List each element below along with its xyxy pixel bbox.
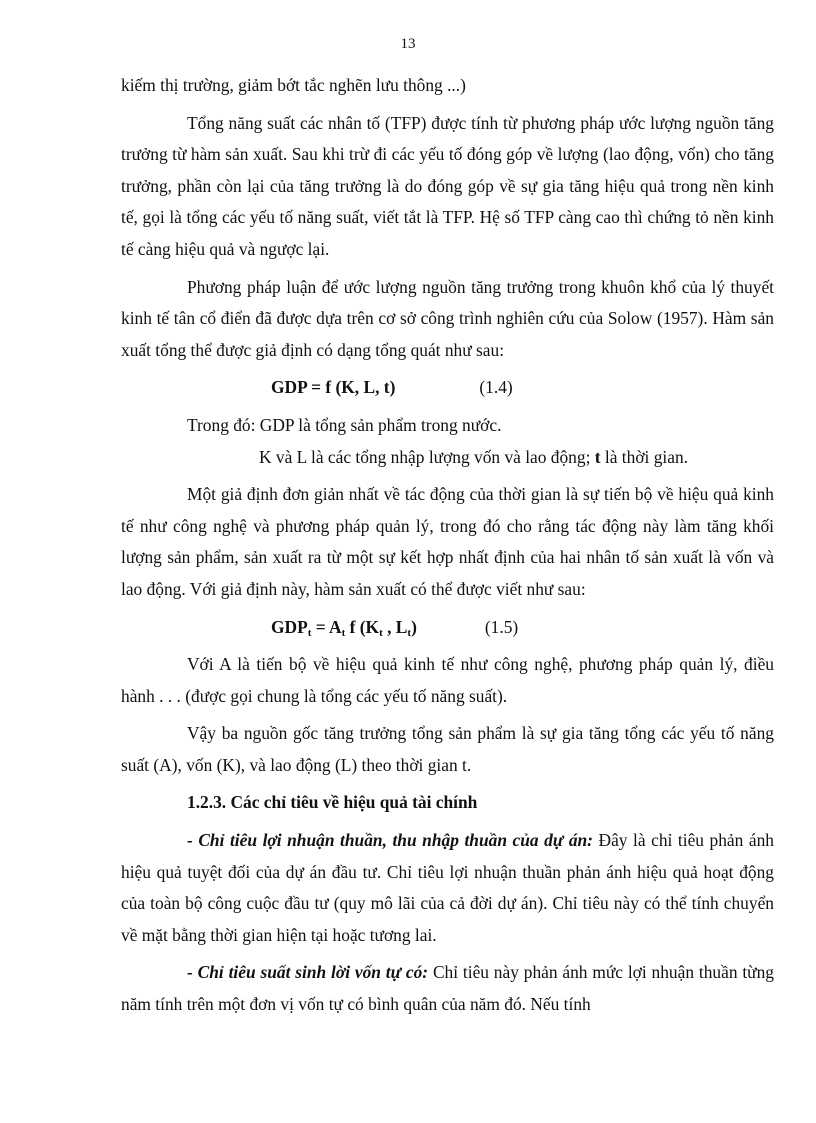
where-line-2-text: K và L là các tổng nhập lượng vốn và lao động; — [259, 446, 595, 467]
where-line-2-t: t — [594, 446, 601, 467]
paragraph-continuation: kiếm thị trường, giảm bớt tắc nghẽn lưu thông ...) — [121, 75, 466, 95]
bullet-label-net-profit: - Chỉ tiêu lợi nhuận thuần, thu nhập thuần của dự án: — [187, 830, 593, 851]
page-content — [121, 70, 774, 1021]
bullet-label-equity-return: - Chỉ tiêu suất sinh lời vốn tự có: — [187, 962, 429, 983]
paragraph-net-profit — [121, 825, 774, 951]
eq2-gdp: GDP — [271, 616, 308, 637]
equation-1-5 — [121, 612, 774, 644]
eq2-sub-3: t — [379, 626, 383, 639]
paragraph-tfp: Tổng năng suất các nhân tố (TFP) được tính từ phương pháp ước lượng nguồn tăng trưởng từ hàm sản xuất. Sau khi trừ đi các yếu tố đóng góp về lượng (lao động, vốn) cho tăng trưởng, phần còn lại của tăng trưởng là do đóng góp về sự gia tăng hiệu quả trong nền kinh tế, gọi là tổng các yếu tố năng suất, viết tắt là TFP. Hệ số TFP càng cao thì chứng tỏ nền kinh tế càng hiệu quả và ngược lại. — [121, 112, 774, 259]
where-line-2 — [121, 442, 774, 474]
eq2-sub-2: t — [341, 626, 346, 639]
eq2-sub-1: t — [307, 626, 312, 639]
equation-1-4-formula: GDP = f (K, L, t) — [271, 377, 396, 398]
paragraph-net-profit-text: Đây là chỉ tiêu phản ánh hiệu quả tuyệt đối của dự án đầu tư. Chỉ tiêu lợi nhuận thuần phản ánh hiệu quả hoạt động của toàn bộ công cuộc đầu tư (quy mô lãi của cả đời dự án). Chỉ tiêu này có thể tính chuyển về mặt bằng thời gian hiện tại hoặc tương lai. — [121, 830, 774, 945]
page-number: 13 — [400, 36, 416, 52]
eq2-sub-4: t — [407, 626, 412, 639]
equation-1-4-number: (1.4) — [479, 377, 513, 398]
paragraph-a-definition: Với A là tiến bộ về hiệu quả kinh tế như công nghệ, phương pháp quản lý, điều hành . . . (được gọi chung là tổng các yếu tố năng suất). — [121, 654, 774, 706]
where-line-2-end: là thời gian. — [600, 446, 688, 467]
paragraph-methodology: Phương pháp luận để ước lượng nguồn tăng trưởng trong khuôn khổ của lý thuyết kinh tế tân cổ điển đã được dựa trên cơ sở công trình nghiên cứu của Solow (1957). Hàm sản xuất tổng thể được giả định có dạng tổng quát như sau: — [121, 276, 774, 360]
where-line-1: Trong đó: GDP là tổng sản phẩm trong nước. — [187, 414, 502, 435]
equation-1-4 — [121, 372, 774, 404]
section-heading: 1.2.3. Các chỉ tiêu về hiệu quả tài chính — [187, 792, 478, 813]
eq2-close: ) — [411, 616, 417, 637]
paragraph-three-sources: Vậy ba nguồn gốc tăng trưởng tổng sản phẩm là sự gia tăng tổng các yếu tố năng suất (A), vốn (K), và lao động (L) theo thời gian t. — [121, 723, 774, 775]
paragraph-assumption: Một giả định đơn giản nhất về tác động của thời gian là sự tiến bộ về hiệu quả kinh tế như công nghệ và phương pháp quản lý, trong đó cho rằng tác động này làm tăng khối lượng sản phẩm, sản xuất ra từ một sự kết hợp nhất định của hai nhân tố sản xuất là vốn và lao động. Với giả định này, hàm sản xuất có thể được viết như sau: — [121, 484, 774, 599]
eq2-fk: f (K — [345, 616, 380, 637]
paragraph-equity-return — [121, 957, 774, 1020]
eq2-a: = A — [311, 616, 342, 637]
paragraph-equity-return-text: Chỉ tiêu này phản ánh mức lợi nhuận thuần từng năm tính trên một đơn vị vốn tự có bình quân của năm đó. Nếu tính — [121, 962, 774, 1015]
equation-1-5-number: (1.5) — [484, 616, 519, 637]
eq2-l: , L — [382, 616, 408, 637]
